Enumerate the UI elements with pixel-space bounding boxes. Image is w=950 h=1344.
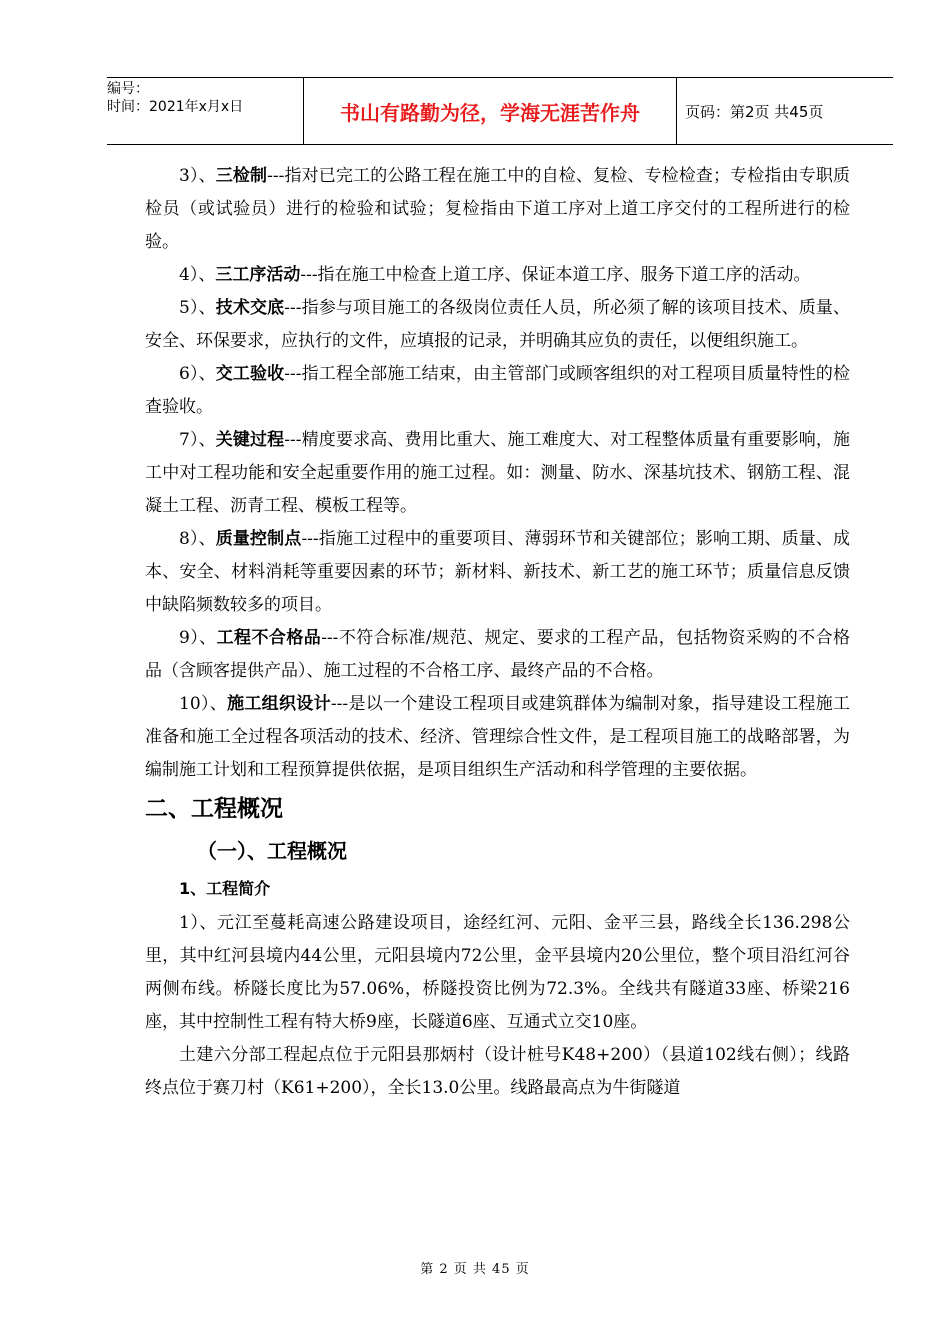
- definition-paragraph: [145, 292, 850, 358]
- definition-term: 施工组织设计: [227, 694, 331, 714]
- definition-text: ---指对已完工的公路工程在施工中的自检、复检、专检检查；专检指由专职质检员（或试验员）进行的检验和试验；复检指由下道工序对上道工序交付的工程所进行的检验。: [145, 166, 850, 252]
- definition-text: ---不符合标准/规范、规定、要求的工程产品，包括物资采购的不合格品（含顾客提供产品）、施工过程的不合格工序、最终产品的不合格。: [145, 628, 850, 681]
- definition-paragraph: [145, 622, 850, 688]
- definition-term: 工程不合格品: [216, 628, 322, 648]
- definition-number: 3）、: [179, 166, 216, 186]
- definition-number: 4）、: [179, 265, 216, 285]
- definition-paragraph: [145, 424, 850, 523]
- definition-text: ---精度要求高、费用比重大、施工难度大、对工程整体质量有重要影响，施工中对工程功能和安全起重要作用的施工过程。如：测量、防水、深基坑技术、钢筋工程、混凝土工程、沥青工程、模板工程等。: [145, 430, 850, 516]
- page-footer: 第 2 页 共 45 页: [420, 1262, 530, 1277]
- definition-term: 三工序活动: [215, 265, 301, 285]
- definition-term: 三检制: [215, 166, 268, 186]
- definition-term: 关键过程: [215, 430, 285, 450]
- section-title: 二、工程概况: [145, 796, 283, 822]
- subsection-title: （一）、工程概况: [197, 839, 347, 863]
- definition-term: 交工验收: [215, 364, 285, 384]
- document-body: [145, 160, 850, 1105]
- definition-number: 6）、: [179, 364, 216, 384]
- definition-number: 5）、: [179, 298, 216, 318]
- definition-number: 10）、: [179, 694, 228, 714]
- definition-term: 质量控制点: [215, 529, 302, 549]
- definition-paragraph: [145, 523, 850, 622]
- definition-text: ---指参与项目施工的各级岗位责任人员，所必须了解的该项目技术、质量、安全、环保要求，应执行的文件，应填报的记录，并明确其应负的责任，以便组织施工。: [145, 298, 850, 351]
- definition-text: ---指施工过程中的重要项目、薄弱环节和关键部位；影响工期、质量、成本、安全、材料消耗等重要因素的环节；新材料、新技术、新工艺的施工环节；质量信息反馈中缺陷频数较多的项目。: [145, 529, 850, 615]
- definition-list: [145, 160, 850, 787]
- time-label: 时间：2021年x月x日: [107, 99, 244, 115]
- definition-text: ---指工程全部施工结束，由主管部门或顾客组织的对工程项目质量特性的检查验收。: [145, 364, 850, 417]
- definition-paragraph: [145, 259, 850, 292]
- header-motto: 书山有路勤为径，学海无涯苦作舟: [304, 78, 677, 144]
- definition-term: 技术交底: [215, 298, 285, 318]
- definition-paragraph: [145, 358, 850, 424]
- definition-text: ---是以一个建设工程项目或建筑群体为编制对象，指导建设工程施工准备和施工全过程各项活动的技术、经济、管理综合性文件，是工程项目施工的战略部署，为编制施工计划和工程预算提供依据，是项目组织生产活动和科学管理的主要依据。: [145, 694, 851, 780]
- number-label: 编号：: [107, 81, 149, 97]
- definition-paragraph: [145, 160, 850, 259]
- header-page-code: 页码：第2页 共45页: [685, 102, 824, 121]
- body-paragraph: 1）、元江至蔓耗高速公路建设项目，途经红河、元阳、金平三县，路线全长136.298公里，其中红河县境内44公里，元阳县境内72公里，金平县境内20公里位，整个项目沿红河谷两侧布线。桥隧长度比为57.06%，桥隧投资比例为72.3%。全线共有隧道33座、桥梁216座，其中控制性工程有特大桥9座，长隧道6座、互通式立交10座。: [145, 913, 850, 1032]
- definition-number: 9）、: [179, 628, 217, 648]
- subsubsection-title: 1、工程简介: [179, 879, 271, 898]
- body-paragraph: 土建六分部工程起点位于元阳县那炳村（设计桩号K48+200）（县道102线右侧）；线路终点位于赛刀村（K61+200），全长13.0公里。线路最高点为牛街隧道: [145, 1045, 850, 1098]
- definition-number: 7）、: [179, 430, 216, 450]
- definition-paragraph: [145, 688, 850, 787]
- header-meta: [107, 78, 304, 144]
- definition-number: 8）、: [179, 529, 216, 549]
- page-header: [107, 77, 893, 145]
- definition-text: ---指在施工中检查上道工序、保证本道工序、服务下道工序的活动。: [300, 265, 811, 285]
